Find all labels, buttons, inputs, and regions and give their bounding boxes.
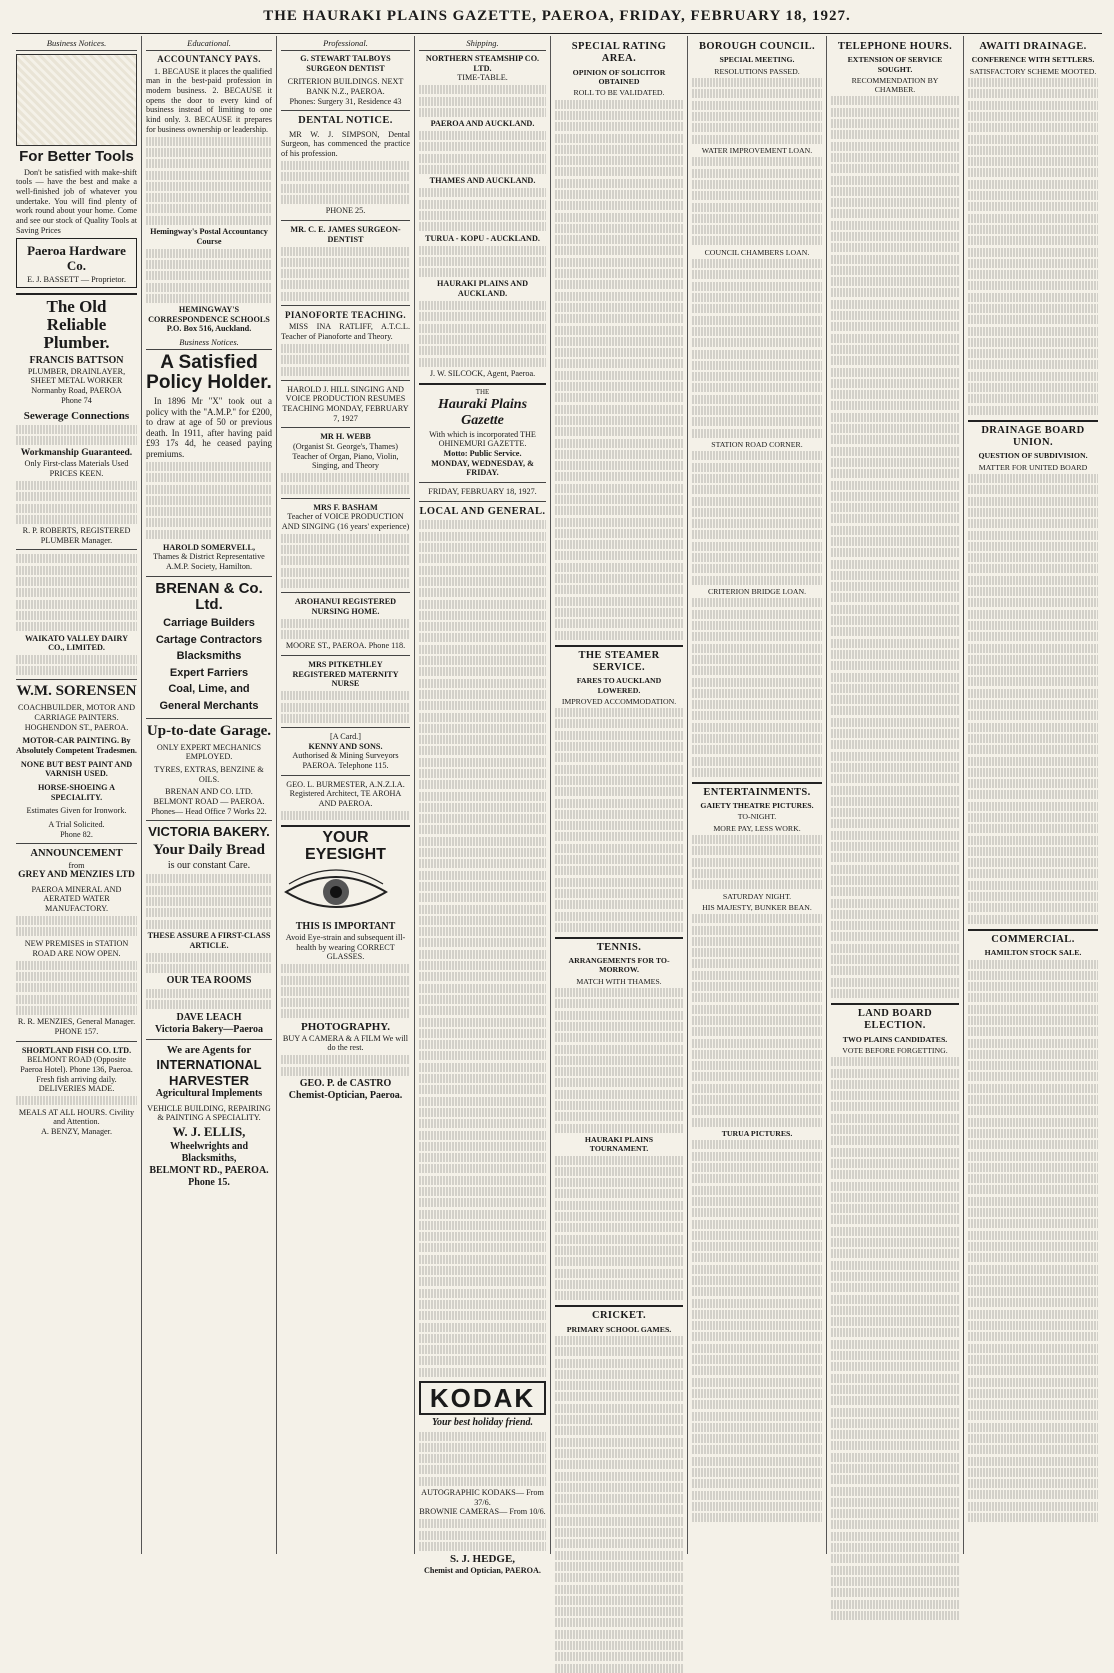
- fresh-fish: Fresh fish arriving daily. DELIVERIES MADE.: [36, 1074, 117, 1094]
- brenan-line: Expert Farriers: [169, 666, 249, 679]
- phone-157: PHONE 157.: [54, 1026, 99, 1036]
- column-shipping: [415, 36, 551, 1576]
- your-eyesight: YOUR EYESIGHT: [305, 828, 386, 863]
- entertainments-heading: ENTERTAINMENTS.: [703, 786, 811, 798]
- primary-sub: PRIMARY SCHOOL GAMES.: [566, 1324, 672, 1334]
- criterion-buildings: CRITERION BUILDINGS. NEXT BANK N.Z., PAEROA.: [287, 77, 404, 97]
- benzy-manager: A. BENZY, Manager.: [40, 1126, 113, 1136]
- plumber-trade: PLUMBER, DRAINLAYER, SHEET METAL WORKER: [27, 366, 126, 386]
- section-label: Professional.: [281, 38, 410, 51]
- extension-sub: EXTENSION OF SERVICE SOUGHT.: [847, 55, 943, 74]
- borough-body-5: [692, 598, 822, 776]
- hemingway-school: HEMINGWAY'S CORRESPONDENCE SCHOOLS P.O. Box 516, Auckland.: [148, 305, 270, 334]
- land-board-heading: LAND BOARD ELECTION.: [857, 1007, 933, 1032]
- motor-painting: MOTOR-CAR PAINTING. By Absolutely Competent Tradesmen.: [16, 736, 137, 755]
- agric-implements: Agricultural Implements: [155, 1088, 263, 1099]
- brenan-phones: Phones— Head Office 7 Works 22.: [151, 806, 267, 816]
- telephone-body: [831, 96, 959, 997]
- column-professional: [277, 36, 415, 1554]
- moore-st: MOORE ST., PAEROA. Phone 118.: [285, 641, 406, 651]
- hemingway-course: Hemingway's Postal Accountancy Course: [150, 227, 268, 246]
- borough-body-1: [692, 78, 822, 143]
- borough-body-3: [692, 259, 822, 437]
- prices: Only First-class Materials Used PRICES KEEN.: [24, 459, 129, 478]
- northern-steamship: NORTHERN STEAMSHIP CO. LTD.: [425, 54, 540, 73]
- column-educational: [142, 36, 277, 1554]
- awaiti-heading: AWAITI DRAINAGE.: [979, 41, 1087, 52]
- simpson-notice: MR W. J. SIMPSON, Dental Surgeon, has commenced the practice of his profession.: [281, 129, 410, 159]
- important-body: Avoid Eye-strain and subsequent ill-health by wearing CORRECT GLASSES.: [285, 932, 406, 962]
- varnish: NONE BUT BEST PAINT AND VARNISH USED.: [20, 759, 133, 779]
- plumber-heading: The Old Reliable Plumber.: [43, 297, 110, 353]
- phone-25: PHONE 25.: [325, 206, 366, 216]
- buy-camera: BUY A CAMERA & A FILM We will do the rest.: [282, 1033, 409, 1053]
- roberts: R. P. ROBERTS, REGISTERED PLUMBER Manager.: [22, 526, 131, 545]
- recommendation-sub: RECOMMENDATION BY CHAMBER.: [851, 75, 939, 94]
- bunker-body: [692, 914, 822, 1126]
- phone-82: Phone 82.: [60, 829, 93, 839]
- ellis-phone: Phone 15.: [188, 1176, 230, 1188]
- dateline: FRIDAY, FEBRUARY 18, 1927.: [428, 487, 537, 497]
- section-label: Business Notices.: [16, 38, 137, 51]
- water-loan-sub: WATER IMPROVEMENT LOAN.: [701, 145, 813, 155]
- tools-heading: For Better Tools: [19, 148, 134, 166]
- incorporated: With which is incorporated THE OHINEMURI GAZETTE.: [429, 429, 536, 449]
- vehicle-building: VEHICLE BUILDING, REPAIRING & PAINTING A SPECIALITY.: [147, 1103, 271, 1123]
- subdivision-sub: QUESTION OF SUBDIVISION.: [978, 451, 1088, 461]
- cricket-heading: CRICKET.: [591, 1310, 647, 1322]
- webb-name: MR H. WEBB: [320, 432, 371, 442]
- improved-sub: IMPROVED ACCOMMODATION.: [561, 696, 677, 706]
- brenan-ltd: BRENAN AND CO. LTD. BELMONT ROAD — PAEROA.: [153, 787, 265, 807]
- masthead: THE HAURAKI PLAINS GAZETTE, PAEROA, FRIDAY, FEBRUARY 18, 1927.: [12, 8, 1102, 34]
- column-news-4: [964, 36, 1102, 1554]
- agents-for: We are Agents for: [166, 1044, 252, 1057]
- burmester: GEO. L. BURMESTER, A.N.Z.I.A. Registered Architect, TE AROHA AND PAEROA.: [286, 779, 405, 808]
- hauraki-auckland: HAURAKI PLAINS AND AUCKLAND.: [437, 279, 528, 299]
- column-business-notices: [12, 36, 142, 1554]
- publishing-days: MONDAY, WEDNESDAY, & FRIDAY.: [431, 458, 534, 478]
- special-meeting-sub: SPECIAL MEETING.: [719, 55, 795, 65]
- mechanics: ONLY EXPERT MECHANICS EMPLOYED.: [156, 742, 262, 762]
- victoria-bakery-paeroa: Victoria Bakery—Paeroa: [154, 1023, 264, 1035]
- turua-pictures-sub: TURUA PICTURES.: [721, 1128, 793, 1138]
- thames-match-sub: MATCH WITH THAMES.: [576, 976, 662, 986]
- timetable: TIME-TABLE.: [457, 73, 508, 83]
- turua-kopu: TURUA - KOPU - AUCKLAND.: [425, 233, 540, 243]
- kodak-logo: KODAK: [419, 1381, 546, 1416]
- brenan-line: Carriage Builders: [163, 617, 255, 630]
- station-corner-sub: STATION ROAD CORNER.: [711, 439, 803, 449]
- commercial-body: [968, 960, 1098, 1523]
- dave-leach: DAVE LEACH: [176, 1011, 242, 1023]
- the-label: THE: [475, 388, 490, 397]
- chemist-optician: Chemist-Optician, Paeroa.: [288, 1089, 403, 1101]
- plumber-name: FRANCIS BATTSON: [29, 355, 124, 367]
- criterion-bridge-sub: CRITERION BRIDGE LOAN.: [707, 586, 807, 596]
- accountancy-body: 1. BECAUSE it places the qualified man in the best-paid profession in modern business. 2. BECAUSE it opens the door to every kind of business instead of limiting to one kind only. 3. BECAUSE it prepares for business ownership or leadership.: [146, 66, 272, 134]
- commercial-heading: COMMERCIAL.: [991, 933, 1075, 945]
- tonight-sub: TO-NIGHT.: [737, 812, 777, 822]
- shortland-fish: SHORTLAND FISH CO. LTD.: [21, 1045, 132, 1055]
- garage-heading: Up-to-date Garage.: [146, 723, 272, 740]
- steamer-body: [555, 708, 683, 932]
- business-notices-label: Business Notices.: [146, 337, 272, 350]
- ellis: W. J. ELLIS,: [172, 1124, 246, 1140]
- stock-sale-sub: HAMILTON STOCK SALE.: [984, 948, 1082, 958]
- tea-rooms: OUR TEA ROOMS: [166, 975, 252, 987]
- section-label: Educational.: [146, 38, 272, 51]
- borough-body-2: [692, 157, 822, 245]
- tournament-body: [555, 1156, 683, 1301]
- international-harvester: INTERNATIONAL HARVESTER: [156, 1057, 262, 1088]
- newspaper-columns: [12, 36, 1102, 1576]
- policy-body: In 1896 Mr "X" took out a policy with the "A.M.P." for £200, to draw at age of 50 or previous death. In 1911, after having paid £93 17s 4d, he ceased paying premiums.: [146, 396, 272, 460]
- menzies-manager: R. R. MENZIES, General Manager.: [17, 1017, 136, 1027]
- ratliff: MISS INA RATLIFF, A.T.C.L. Teacher of Pianoforte and Theory.: [281, 322, 410, 342]
- tournament-sub: HAURAKI PLAINS TOURNAMENT.: [584, 1134, 654, 1154]
- bunker-sub: HIS MAJESTY, BUNKER BEAN.: [702, 902, 812, 912]
- rating-body: [555, 100, 683, 640]
- hardware-ad: [16, 238, 137, 288]
- more-pay-sub: MORE PAY, LESS WORK.: [713, 823, 801, 833]
- gaiety-body: [692, 835, 822, 889]
- column-news-2: [688, 36, 827, 1554]
- this-is-important: THIS IS IMPORTANT: [295, 921, 396, 933]
- piano-teaching: PIANOFORTE TEACHING.: [284, 309, 407, 320]
- hardware-prop: E. J. BASSETT — Proprietor.: [27, 274, 126, 284]
- daily-bread: Your Daily Bread: [153, 841, 265, 858]
- waikato-dairy: WAIKATO VALLEY DAIRY CO., LIMITED.: [25, 633, 128, 653]
- sorensen-trade: COACHBUILDER, MOTOR AND CARRIAGE PAINTERS. HOGHENDON ST., PAEROA.: [18, 703, 135, 732]
- card-label: [A Card.]: [330, 731, 361, 741]
- tools-body: Don't be satisfied with make-shift tools — have the best and make a well-finished job of whatever you undertake. You will find plenty of work round about your home. Come and see our stock of Quality Tools at Saving Prices: [16, 167, 137, 235]
- accountancy-heading: ACCOUNTANCY PAYS.: [157, 54, 261, 65]
- de-castro: GEO. P. de CASTRO: [299, 1077, 392, 1089]
- brenan-line: Blacksmiths: [176, 650, 242, 663]
- meals: MEALS AT ALL HOURS. Civility and Attention.: [18, 1107, 135, 1127]
- special-rating-heading: SPECIAL RATING AREA.: [571, 41, 667, 65]
- brenan-line: Coal, Lime, and: [168, 683, 250, 696]
- kenny-body: Authorised & Mining Surveyors PAEROA. Telephone 115.: [292, 751, 399, 770]
- new-premises: NEW PREMISES in STATION ROAD ARE NOW OPEN.: [24, 939, 129, 958]
- chambers-loan-sub: COUNCIL CHAMBERS LOAN.: [704, 247, 810, 257]
- brenan-line: Cartage Contractors: [155, 633, 263, 646]
- gaiety-sub: GAIETY THEATRE PICTURES.: [700, 801, 814, 811]
- plumber-phone: Phone 74: [61, 395, 92, 405]
- brenan-line: General Merchants: [159, 699, 259, 712]
- drainage-body: [968, 474, 1098, 924]
- roll-sub: ROLL TO BE VALIDATED.: [573, 88, 665, 98]
- telephone-hours-heading: TELEPHONE HOURS.: [837, 41, 953, 52]
- two-candidates-sub: TWO PLAINS CANDIDATES.: [842, 1034, 948, 1044]
- cricket-body: [555, 1336, 683, 1673]
- satisfied-policy: A Satisfied Policy Holder.: [146, 352, 272, 394]
- constant-care: is our constant Care.: [167, 860, 251, 872]
- ellis-address: BELMONT RD., PAEROA.: [149, 1165, 269, 1177]
- brownie-cameras: BROWNIE CAMERAS— From 10/6.: [419, 1507, 546, 1517]
- borough-body-4: [692, 451, 822, 584]
- tennis-heading: TENNIS.: [596, 941, 642, 953]
- announcement: ANNOUNCEMENT: [30, 848, 123, 860]
- webb-body: (Organist St. George's, Thames) Teacher of Organ, Piano, Violin, Singing, and Theory: [292, 441, 399, 471]
- steamer-heading: THE STEAMER SERVICE.: [578, 649, 660, 673]
- sorensen-name: W.M. SORENSEN: [16, 683, 137, 700]
- arohanui: AROHANUI REGISTERED NURSING HOME.: [294, 597, 397, 616]
- conference-sub: CONFERENCE WITH SETTLERS.: [971, 55, 1095, 65]
- awaiti-body: [968, 78, 1098, 415]
- workmanship: Workmanship Guaranteed.: [20, 448, 133, 459]
- motto: Motto: Public Service.: [443, 449, 522, 459]
- kodak-tagline: Your best holiday friend.: [431, 1417, 534, 1429]
- grey-menzies: GREY AND MENZIES LTD: [18, 870, 135, 881]
- talboys-phone: Phones: Surgery 31, Residence 43: [289, 96, 402, 106]
- drainage-union-heading: DRAINAGE BOARD UNION.: [981, 424, 1085, 449]
- resolutions-sub: RESOLUTIONS PASSED.: [714, 66, 800, 76]
- local-general: LOCAL AND GENERAL.: [419, 505, 546, 517]
- talboys: G. STEWART TALBOYS SURGEON DENTIST: [300, 54, 391, 73]
- paper-title: Hauraki Plains Gazette: [437, 396, 528, 429]
- matter-sub: MATTER FOR UNITED BOARD: [978, 462, 1088, 472]
- photography: PHOTOGRAPHY.: [301, 1020, 390, 1033]
- somervell: HAROLD SOMERVELL,: [162, 542, 256, 552]
- silcock: J. W. SILCOCK, Agent, Paeroa.: [429, 368, 536, 378]
- tools-illustration: [16, 54, 137, 146]
- thames-auckland: THAMES AND AUCKLAND.: [429, 176, 536, 186]
- tennis-body: [555, 988, 683, 1133]
- basham-name: MRS F. BASHAM: [313, 502, 378, 512]
- column-news-3: [827, 36, 964, 1554]
- dental-notice: DENTAL NOTICE.: [298, 115, 393, 127]
- opinion-sub: OPINION OF SOLICITOR OBTAINED: [572, 67, 666, 86]
- plumber-addr: Normanby Road, PAEROA: [31, 386, 122, 396]
- autographic-kodaks: AUTOGRAPHIC KODAKS— From 37/6.: [421, 1487, 544, 1507]
- fares-sub: FARES TO AUCKLAND LOWERED.: [576, 676, 662, 695]
- arrangements-sub: ARRANGEMENTS FOR TO-MORROW.: [568, 956, 670, 975]
- basham-body: Teacher of VOICE PRODUCTION AND SINGING (16 years' experience): [281, 512, 410, 531]
- hedge-name: S. J. HEDGE,: [449, 1553, 516, 1566]
- first-class: THESE ASSURE A FIRST-CLASS ARTICLE.: [147, 930, 271, 950]
- harold-hill: HAROLD J. HILL SINGING AND VOICE PRODUCTION RESUMES TEACHING MONDAY, FEBRUARY 7, 1927: [282, 384, 409, 423]
- hardware-name: Paeroa Hardware Co.: [27, 243, 126, 273]
- tyres: TYRES, EXTRAS, BENZINE & OILS.: [154, 765, 264, 784]
- land-board-body: [831, 1057, 959, 1620]
- section-label: Shipping.: [419, 38, 546, 51]
- vote-sub: VOTE BEFORE FORGETTING.: [842, 1045, 948, 1055]
- estimates: Estimates Given for Ironwork.: [26, 806, 127, 816]
- james-dentist: MR. C. E. JAMES SURGEON-DENTIST: [290, 224, 401, 244]
- saturday-sub: SATURDAY NIGHT.: [722, 891, 792, 901]
- victoria-bakery-heading: VICTORIA BAKERY.: [148, 824, 270, 840]
- local-general-body: [419, 520, 546, 1376]
- aerated-water: PAEROA MINERAL AND AERATED WATER MANUFACTORY.: [31, 884, 122, 913]
- sewerage-heading: Sewerage Connections: [23, 409, 130, 422]
- kenny-sons: KENNY AND SONS.: [308, 741, 383, 751]
- brenan-name: BRENAN & Co. Ltd.: [155, 579, 263, 613]
- turua-body: [692, 1140, 822, 1522]
- column-news-1: [551, 36, 688, 1554]
- announcement-from: from: [68, 860, 85, 870]
- paeroa-auckland: PAEROA AND AUCKLAND.: [430, 119, 535, 129]
- hedge-trade: Chemist and Optician, PAEROA.: [424, 1566, 541, 1576]
- amp-society: Thames & District Representative A.M.P. Society, Hamilton.: [153, 552, 265, 572]
- trial: A Trial Solicited.: [48, 819, 105, 829]
- borough-council-heading: BOROUGH COUNCIL.: [698, 41, 816, 52]
- pitkethley: MRS PITKETHLEY REGISTERED MATERNITY NURSE: [292, 659, 399, 689]
- horse-shoeing: HORSE-SHOEING A SPECIALITY.: [37, 782, 116, 802]
- scheme-sub: SATISFACTORY SCHEME MOOTED.: [969, 66, 1097, 76]
- belmont-road: BELMONT ROAD (Opposite Paeroa Hotel). Phone 136, Paeroa.: [20, 1055, 133, 1074]
- eye-icon: [281, 870, 391, 914]
- wheelwrights: Wheelwrights and Blacksmiths,: [169, 1141, 249, 1165]
